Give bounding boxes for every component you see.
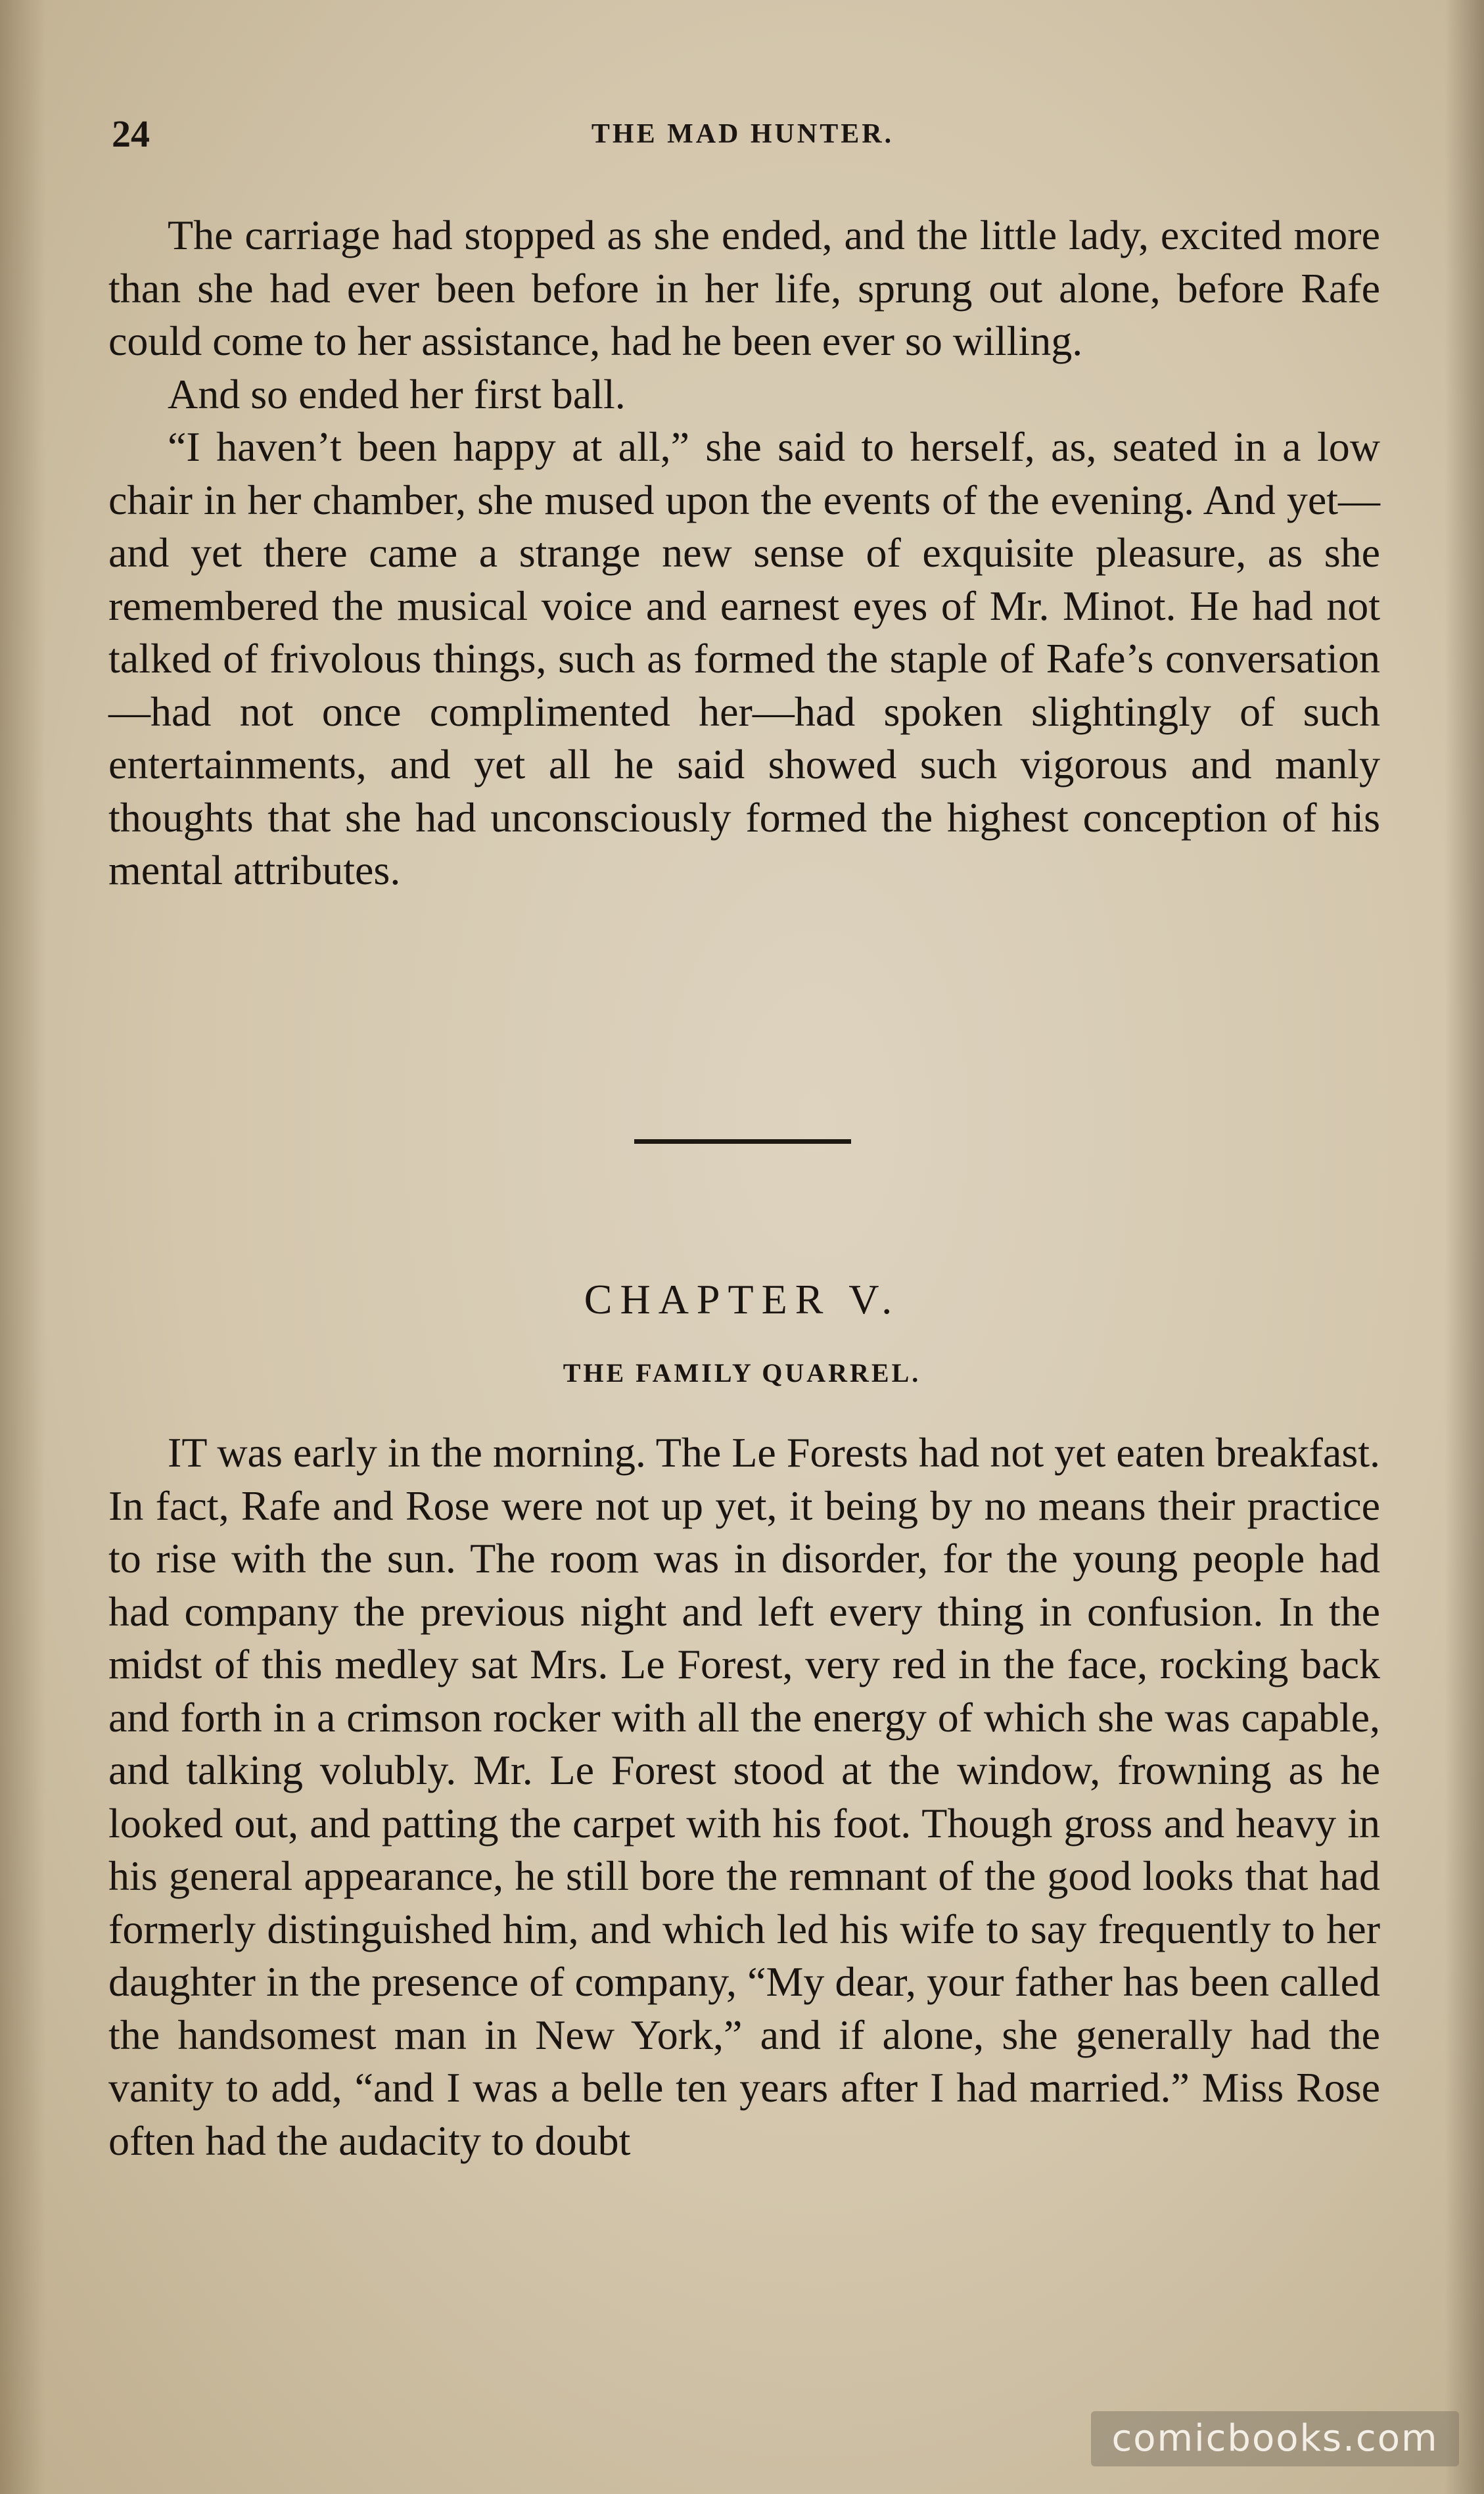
- paragraph: “I haven’t been happy at all,” she said to herself, as, seated in a low chair in her chamber, she mused upon the events of the evening. And yet—and yet there came a strange new sense of exquisite pleasure, as she remembered the musical voice and earnest eyes of Mr. Minot. He had not talked of frivolous things, such as formed the staple of Rafe’s conversation—had not once complimented her—had spoken slightingly of such entertainments, and yet all he said showed such vigorous and manly thoughts that she had unconsciously formed the highest conception of his mental attributes.: [108, 423, 1380, 893]
- paragraph: IT was early in the morning. The Le Forests had not yet eaten breakfast. In fact, Rafe and Rose were not up yet, it being by no means their practice to rise with the sun. The room was in disorder, for the young people had had company the previous night and left every thing in confusion. In the midst of this medley sat Mrs. Le Forest, very red in the face, rocking back and forth in a crimson rocker with all the energy of which she was capable, and talking volubly. Mr. Le Forest stood at the window, frowning as he looked out, and patting the carpet with his foot. Though gross and heavy in his general appearance, he still bore the remnant of the good looks that had formerly distinguished him, and which led his wife to say frequently to her daughter in the presence of company, “My dear, your father has been called the handsomest man in New York,” and if alone, she generally had the vanity to add, “and I was a belle ten years after I had married.” Miss Rose often had the audacity to doubt: [108, 1429, 1380, 2164]
- chapter-title: CHAPTER V.: [584, 1276, 900, 1323]
- section-1-text: [108, 209, 1380, 897]
- paragraph: And so ended her first ball.: [168, 370, 626, 417]
- page-left-shadow: [0, 0, 46, 2494]
- running-head: THE MAD HUNTER.: [591, 119, 894, 149]
- page-spine-shadow: [1445, 0, 1484, 2494]
- section-divider: [634, 1139, 851, 1144]
- section-2-text: [108, 1426, 1380, 2167]
- page-number: 24: [112, 112, 150, 155]
- chapter-subtitle: THE FAMILY QUARREL.: [563, 1358, 921, 1388]
- watermark: comicbooks.com: [1091, 2411, 1459, 2466]
- paragraph: The carriage had stopped as she ended, and the little lady, excited more than she had ever been before in her life, sprung out alone, before Rafe could come to her assistance, had he been ever so willing.: [108, 212, 1380, 364]
- page-header: [112, 112, 1374, 164]
